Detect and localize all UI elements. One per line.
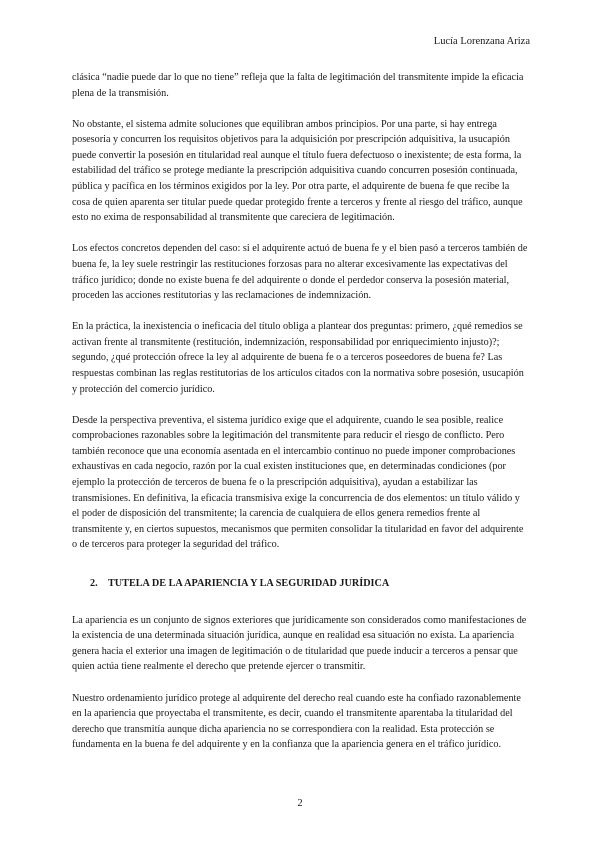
section-heading: [90, 576, 528, 592]
document-body: [72, 70, 528, 768]
paragraph: Nuestro ordenamiento jurídico protege al adquirente del derecho real cuando este ha confiado razonablemente en la apariencia que proyectaba el transmitente, es decir, cuando el transmitente aparentaba la titularidad del derecho que transmitía aunque dicha apariencia no se correspondiera con la realidad. Esta protección se fundamenta en la buena fe del adquirente y en la confianza que la apariencia genera en el tráfico jurídico.: [72, 692, 521, 751]
section-number: 2.: [90, 578, 98, 590]
paragraph: clásica “nadie puede dar lo que no tiene” refleja que la falta de legitimación del transmitente impide la eficacia plena de la transmisión.: [72, 72, 524, 99]
paragraph: La apariencia es un conjunto de signos exteriores que jurídicamente son considerados como manifestaciones de la existencia de una determinada situación jurídica, aunque en realidad esa situación no exista. La apariencia genera hacia el exterior una imagen de legitimación o de titularidad que puede inducir a terceros a pensar que quien actúa tiene realmente el derecho que pretende ejercer o transmitir.: [72, 614, 527, 673]
page-header-author: Lucía Lorenzana Ariza: [433, 36, 530, 47]
paragraph: Los efectos concretos dependen del caso: si el adquirente actuó de buena fe y el bien pasó a terceros también de buena fe, la ley suele restringir las restituciones forzosas para no alterar excesivamente las expectativas del tráfico jurídico; donde no existe buena fe del adquirente o donde el perdedor conserva la posesión material, proceden las acciones restitutorias y las reclamaciones de indemnización.: [72, 243, 528, 302]
section-title: TUTELA DE LA APARIENCIA Y LA SEGURIDAD JURÍDICA: [108, 578, 390, 590]
page-number: 2: [297, 798, 303, 809]
paragraph: No obstante, el sistema admite soluciones que equilibran ambos principios. Por una parte, si hay entrega posesoria y concurren los requisitos objetivos para la adquisición por prescripción adquisitiva, la usucapión puede convertir la posesión en titularidad real aunque el título fuera defectuoso o inexistente; de esta forma, la estabilidad del tráfico se protege mediante la prescripción adquisitiva cuando concurren posesión continuada, pública y pacífica en los términos exigidos por la ley. Por otra parte, el adquirente de buena fe que recibe la cosa de quien aparenta ser titular puede quedar protegido frente a terceros y frente al riesgo del tráfico, aunque esto no exima de responsabilidad al transmitente que careciera de legitimación.: [72, 118, 523, 224]
paragraph: Desde la perspectiva preventiva, el sistema jurídico exige que el adquirente, cuando le sea posible, realice comprobaciones razonables sobre la legitimación del transmitente para reducir el riesgo de conflicto. Pero también reconoce que una economía asentada en el intercambio continuo no puede imponer comprobaciones exhaustivas en cada negocio, razón por la cual existen instituciones que, en determinadas condiciones (por ejemplo la protección de terceros de buena fe o la prescripción adquisitiva), ayudan a estabilizar las transmisiones. En definitiva, la eficacia transmisiva exige la concurrencia de dos elementos: un título válido y el poder de disposición del transmitente; la carencia de cualquiera de ellos genera remedios frente al transmitente y, en ciertos supuestos, mecanismos que permiten consolidar la titularidad en favor del adquirente o de terceros para proteger la seguridad del tráfico.: [72, 414, 524, 551]
paragraph: En la práctica, la inexistencia o ineficacia del título obliga a plantear dos preguntas: primero, ¿qué remedios se activan frente al transmitente (restitución, indemnización, responsabilidad por enriquecimiento injusto)?; segundo, ¿qué protección ofrece la ley al adquirente de buena fe o a terceros poseedores de buena fe? Las respuestas combinan las reglas restitutorias de los artículos citados con la normativa sobre posesión, usucapión y protección del comercio jurídico.: [72, 321, 524, 395]
